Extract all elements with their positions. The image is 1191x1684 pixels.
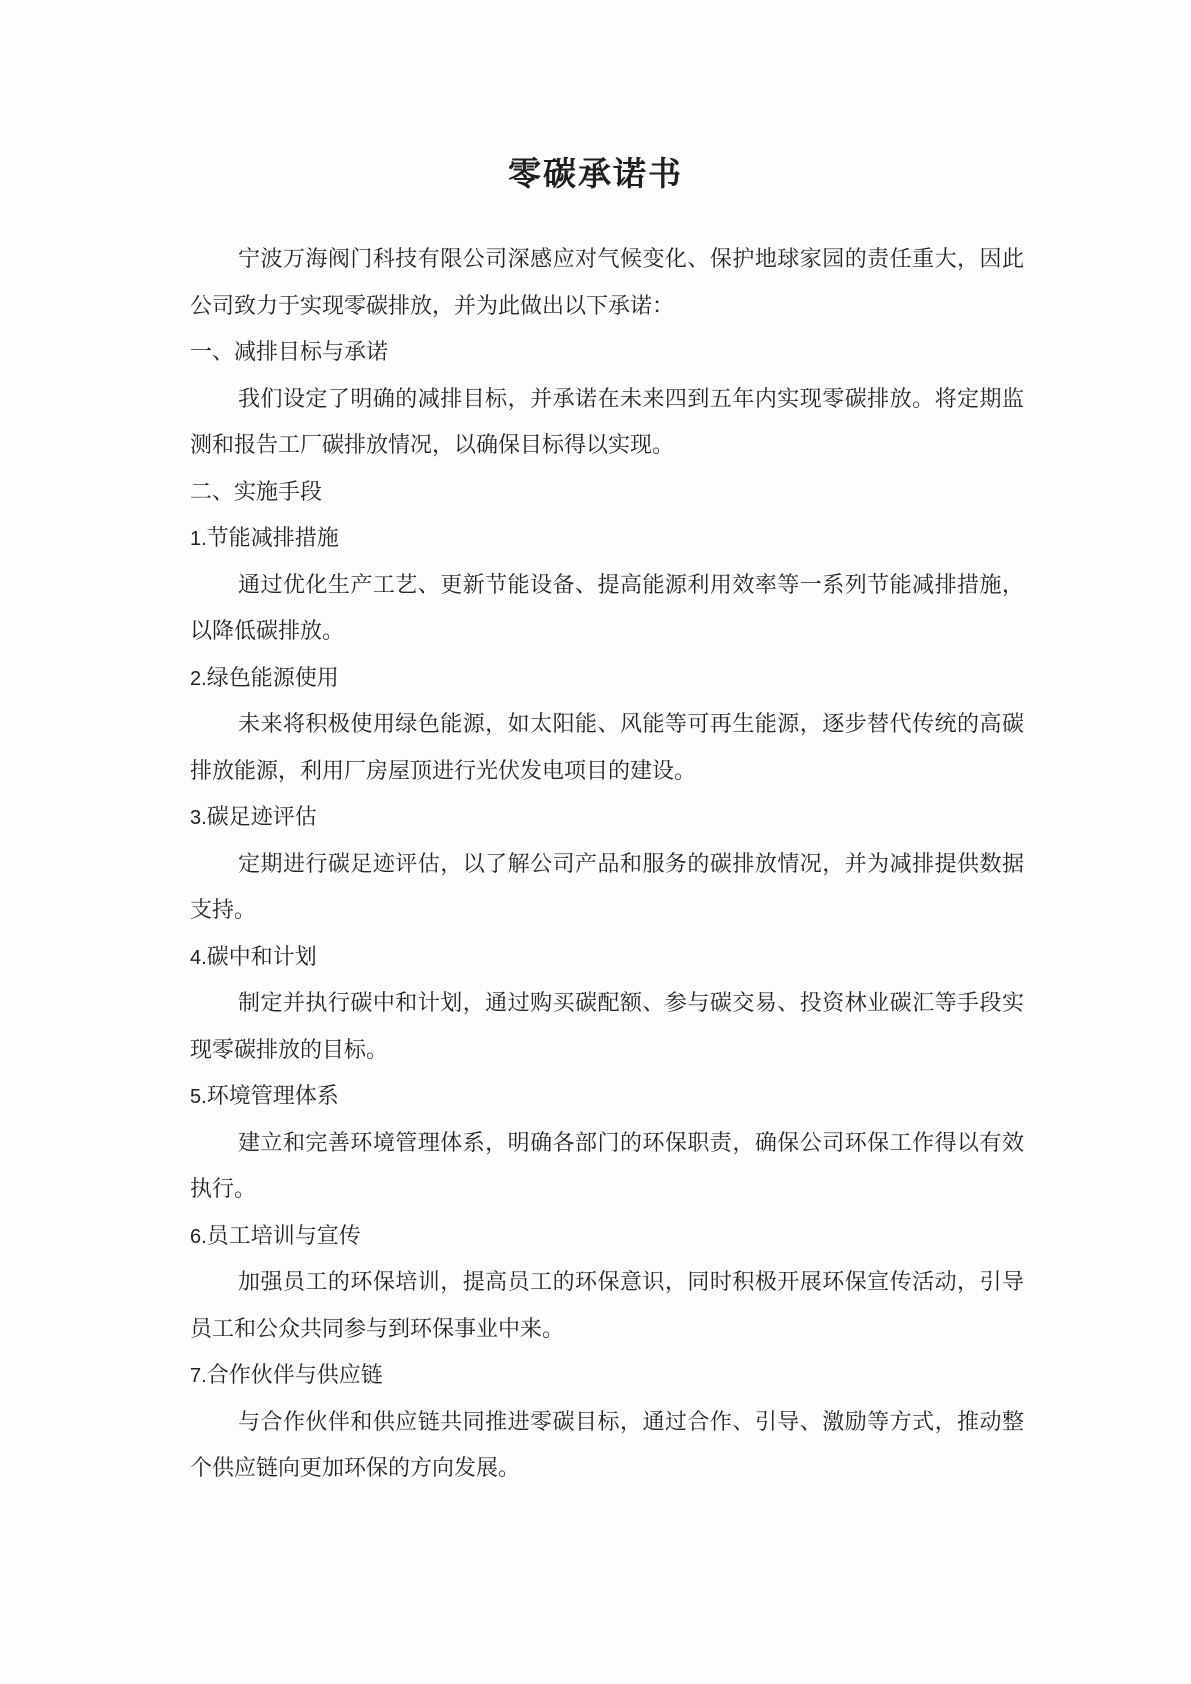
item-paragraph-7: 与合作伙伴和供应链共同推进零碳目标，通过合作、引导、激励等方式，推动整个供应链向更加环保的方向发展。 bbox=[190, 1409, 1024, 1481]
item-title: 绿色能源使用 bbox=[206, 665, 339, 691]
item-number: 7. bbox=[190, 1365, 207, 1387]
item-number: 2. bbox=[190, 667, 207, 690]
item-paragraph-2: 未来将积极使用绿色能源，如太阳能、风能等可再生能源，逐步替代传统的高碳排放能源，利用厂房屋顶进行光伏发电项目的建设。 bbox=[190, 712, 1024, 784]
intro-paragraph: 宁波万海阀门科技有限公司深感应对气候变化、保护地球家园的责任重大，因此公司致力于实现零碳排放，并为此做出以下承诺： bbox=[190, 247, 1024, 319]
item-paragraph-5: 建立和完善环境管理体系，明确各部门的环保职责，确保公司环保工作得以有效执行。 bbox=[190, 1130, 1024, 1202]
item-paragraph-6: 加强员工的环保培训，提高员工的环保意识，同时积极开展环保宣传活动，引导员工和公众共同参与到环保事业中来。 bbox=[190, 1270, 1024, 1342]
section-heading-2: 二、实施手段 bbox=[190, 479, 323, 505]
item-title: 环境管理体系 bbox=[206, 1084, 339, 1109]
item-heading-5 bbox=[190, 1074, 1024, 1121]
section-paragraph-1: 我们设定了明确的减排目标，并承诺在未来四到五年内实现零碳排放。将定期监测和报告工厂碳排放情况，以确保目标得以实现。 bbox=[190, 386, 1024, 458]
item-heading-3 bbox=[190, 795, 1024, 842]
item-number: 4. bbox=[190, 946, 207, 969]
item-paragraph-3: 定期进行碳足迹评估，以了解公司产品和服务的碳排放情况，并为减排提供数据支持。 bbox=[190, 851, 1024, 923]
item-heading-1 bbox=[190, 516, 1024, 563]
item-title: 节能减排措施 bbox=[206, 526, 339, 551]
item-heading-4 bbox=[190, 935, 1024, 982]
item-heading-7 bbox=[190, 1353, 1024, 1400]
item-title: 合作伙伴与供应链 bbox=[206, 1363, 383, 1388]
document-body bbox=[190, 237, 1024, 1493]
item-number: 3. bbox=[190, 807, 207, 829]
section-heading-1: 一、减排目标与承诺 bbox=[190, 340, 389, 365]
item-paragraph-4: 制定并执行碳中和计划，通过购买碳配额、参与碳交易、投资林业碳汇等手段实现零碳排放的目标。 bbox=[190, 991, 1024, 1063]
item-number: 6. bbox=[190, 1225, 207, 1248]
item-heading-6 bbox=[190, 1214, 1024, 1261]
item-title: 碳中和计划 bbox=[206, 944, 317, 970]
item-heading-2 bbox=[190, 656, 1024, 703]
item-number: 5. bbox=[190, 1086, 207, 1108]
item-paragraph-1: 通过优化生产工艺、更新节能设备、提高能源利用效率等一系列节能减排措施，以降低碳排放。 bbox=[190, 572, 1024, 644]
item-number: 1. bbox=[190, 528, 207, 550]
document-title: 零碳承诺书 bbox=[508, 154, 683, 193]
item-title: 碳足迹评估 bbox=[206, 805, 317, 830]
item-title: 员工培训与宣传 bbox=[206, 1223, 361, 1249]
